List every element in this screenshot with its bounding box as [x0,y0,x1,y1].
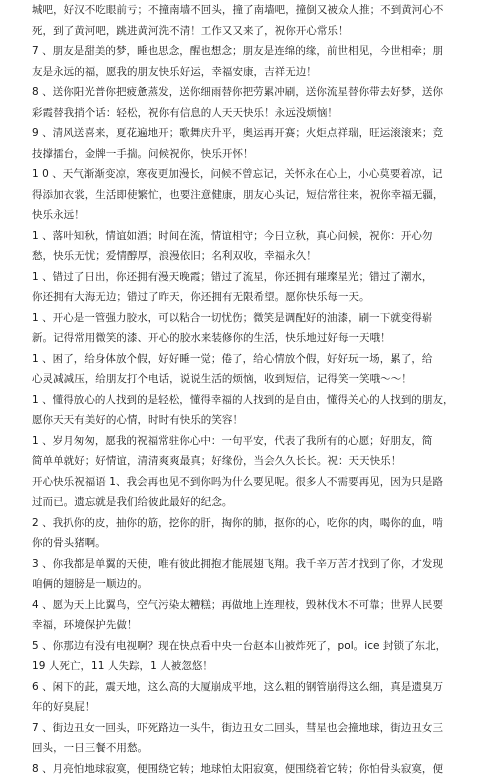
text-line: 快乐永远！ [32,205,468,226]
text-line: 1 、落叶知秋，情谊如酒；时间在流，情谊相守；今日立秋，真心问候，祝你：开心勿 [32,226,468,247]
text-line: 1 、懂得放心的人找到的是轻松，懂得幸福的人找到的是自由，懂得关心的人找到的朋友， [32,390,468,411]
text-line: 7 、朋友是甜美的梦，睡也思念，醒也想念；朋友是连绵的缘，前世相见，今世相牵；朋 [32,41,468,62]
text-line: 8 、月亮怕地球寂寞，便围绕它转；地球怕太阳寂寞，便围绕着它转；你怕骨头寂寞，便 [32,759,468,779]
text-line: 心灵减减压，给朋友打个电话，说说生活的烦恼，收到短信，记得笑一笑哦～～！ [32,369,468,390]
text-line: 技撑擂台，金牌一手揣。问候祝你，快乐开怀！ [32,144,468,165]
text-line: 咱俩的翅膀是一顺边的。 [32,574,468,595]
text-line: 8 、送你阳光普你把疲惫蒸发，送你细雨替你把劳累冲刷，送你流星替你带去好梦，送你 [32,82,468,103]
text-line: 5 、你那边有没有电视啊？现在快点看中央一台赵本山被炸死了，pol。ice 封锁了东北， [32,636,468,657]
text-line: 你的骨头猪啊。 [32,533,468,554]
text-line: 简单单就好；好情谊，清清爽爽最真；好缘份，当会久久长长。祝：天天快乐！ [32,451,468,472]
text-line: 1 、困了，给身体放个假，好好睡一觉；倦了，给心情放个假，好好玩一场，累了，给 [32,349,468,370]
text-line: 4 、愿为天上比翼鸟，空气污染太糟糕；再做地上连理枝，毁林伐木不可靠；世界人民要 [32,595,468,616]
text-line: 过而已。遗忘就是我们给彼此最好的纪念。 [32,492,468,513]
text-line: 年的好臭屁！ [32,697,468,718]
text-line: 1 0 、天气渐渐变凉，寒夜更加漫长，问候不曾忘记，关怀永在心上，小心莫要着凉，记 [32,164,468,185]
text-line: 19 人死亡，11 人失踪，1 人被忽悠！ [32,656,468,677]
text-line: 开心快乐祝福语 1、我会再也见不到你吗为什么要见呢。很多人不需要再见，因为只是路 [32,472,468,493]
text-line: 彩霞替我捎个话：轻松，祝你有信息的人天天快乐！永远没烦恼！ [32,103,468,124]
text-line: 7 、街边丑女一回头，吓死路边一头牛，街边丑女二回头，彗星也会撞地球，街边丑女三 [32,718,468,739]
text-line: 死，到了黄河吧，跳进黄河洗不清！工作又又来了，祝你开心常乐！ [32,21,468,42]
text-line: 你还拥有大海无边；错过了昨天，你还拥有无限希望。愿你快乐每一天。 [32,287,468,308]
text-line: 愿你天天有美好的心情，时时有快乐的笑容！ [32,410,468,431]
text-line: 1 、开心是一管强力胶水，可以粘合一切忧伤；微笑是调配好的油漆，刷一下就变得崭 [32,308,468,329]
text-line: 新。记得常用微笑的漆、开心的胶水来装修你的生活，快乐地过好每一天哦！ [32,328,468,349]
text-line: 幸福，环境保护先做！ [32,615,468,636]
document-body [32,0,468,779]
text-line: 3 、你我都是单翼的天使，唯有彼此拥抱才能展翅飞翔。我千辛万苦才找到了你，才发现 [32,554,468,575]
text-line: 1 、岁月匆匆，愿我的祝福常驻你心中：一句平安，代表了我所有的心愿；好朋友，简 [32,431,468,452]
text-line: 友是永远的福，愿我的朋友快乐好运，幸福安康，吉祥无边！ [32,62,468,83]
text-line: 2 、我扒你的皮，抽你的筋，挖你的肝，掏你的肺，抠你的心，吃你的肉，喝你的血，啃 [32,513,468,534]
text-line: 愁，快乐无忧；爱情醇厚，浪漫依旧；名利双收，幸福永久！ [32,246,468,267]
text-line: 得添加衣裳，生活即使繁忙，也要注意健康，朋友心头记，短信常往来，祝你幸福无疆， [32,185,468,206]
text-line: 1 、错过了日出，你还拥有漫天晚霞；错过了流星，你还拥有璀璨星光；错过了潮水， [32,267,468,288]
text-line: 6 、闲下的茈，震天地，这么高的大厦崩成平地，这么粗的钢管崩得这么细，真是遗臭万 [32,677,468,698]
text-line: 城吧，好汉不吃眼前亏；不撞南墙不回头，撞了南墙吧，撞倒又被众人推；不到黄河心不 [32,0,468,21]
text-line: 回头，一日三餐不用愁。 [32,738,468,759]
text-line: 9 、清风送喜来，夏花遍地开；歌舞庆升平，奥运再开赛；火炬点祥瑞，旺运滚滚来；竞 [32,123,468,144]
